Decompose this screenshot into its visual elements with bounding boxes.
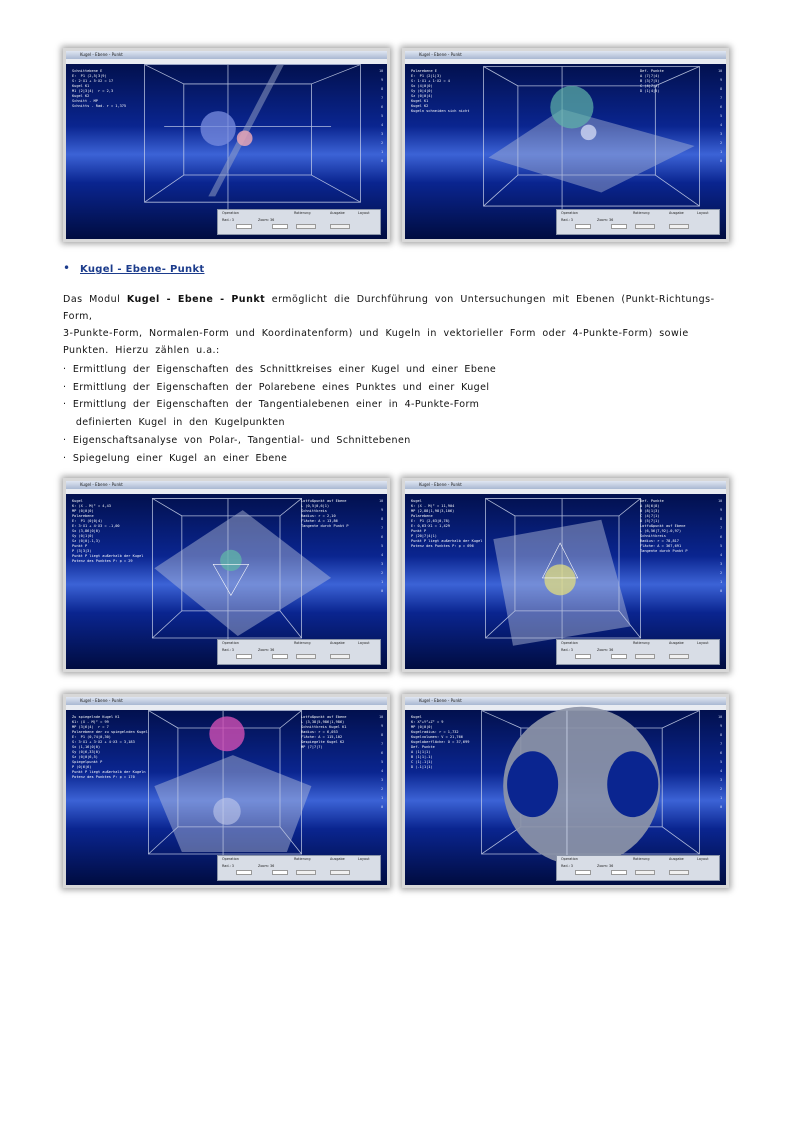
list-item: · Ermittlung der Eigenschaften der Polarebene eines Punktes und einer Kugel xyxy=(63,381,490,393)
ctrl-layout: Layout xyxy=(358,211,370,215)
ctrl-layout: Layout xyxy=(358,857,370,861)
ctrl-output: Ausgabe xyxy=(330,641,345,645)
radius-field[interactable] xyxy=(236,870,252,875)
app-window xyxy=(405,697,726,885)
axis-scale: 10 9 8 7 6 5 4 3 2 1 0 xyxy=(379,499,383,593)
ctrl-layout: Layout xyxy=(697,211,709,215)
ctrl-output: Ausgabe xyxy=(330,857,345,861)
control-panel[interactable] xyxy=(556,209,720,235)
ctrl-radius: Rad.: 3 xyxy=(561,864,573,868)
ctrl-operation: Operation xyxy=(561,641,578,645)
info-panel-right: Lotfußpunkt auf Ebene L (0,5|0,6|1) Schnittkreis Radius: r = 2,10 Fläche: A = 13,86 Tangente durch Punkt P xyxy=(301,499,349,528)
ctrl-zoom: Zoom: 36 xyxy=(597,218,614,222)
ctrl-layout: Layout xyxy=(697,857,709,861)
info-panel-right: Def. Punkte A (7|7|4) B (3|7|5) C (4|7|1) D (1|4|5) xyxy=(640,69,664,93)
zoom-field[interactable] xyxy=(272,870,288,875)
ctrl-zoom: Zoom: 36 xyxy=(597,864,614,868)
zoom-field[interactable] xyxy=(611,654,627,659)
intro-prefix: Das Modul xyxy=(63,294,127,305)
window-title: Kugel - Ebene - Punkt xyxy=(66,481,387,489)
app-window xyxy=(405,51,726,239)
sphere xyxy=(544,564,575,595)
screenshot-4 xyxy=(402,478,729,672)
intro-module-name: Kugel - Ebene - Punkt xyxy=(126,294,266,305)
sphere-2 xyxy=(581,125,597,141)
list-item: · Eigenschaftsanalyse von Polar-, Tangential- und Schnittebenen xyxy=(63,434,411,446)
window-title: Kugel - Ebene - Punkt xyxy=(405,697,726,705)
sphere-cutout-left xyxy=(507,751,558,817)
apply-button[interactable] xyxy=(296,224,316,229)
ctrl-rotation: Rotierung xyxy=(633,211,650,215)
output-button[interactable] xyxy=(330,224,350,229)
screenshot-2 xyxy=(402,48,729,242)
output-button[interactable] xyxy=(669,224,689,229)
apply-button[interactable] xyxy=(635,870,655,875)
app-window xyxy=(66,697,387,885)
sphere-2 xyxy=(213,798,240,825)
ctrl-operation: Operation xyxy=(561,211,578,215)
zoom-field[interactable] xyxy=(272,224,288,229)
screenshot-6 xyxy=(402,694,729,888)
ctrl-rotation: Rotierung xyxy=(294,641,311,645)
app-window xyxy=(405,481,726,669)
zoom-field[interactable] xyxy=(611,224,627,229)
radius-field[interactable] xyxy=(575,224,591,229)
section-heading[interactable]: Kugel - Ebene- Punkt xyxy=(80,264,205,275)
ctrl-output: Ausgabe xyxy=(669,641,684,645)
info-panel: Kugel K: (X - M)² = 11,904 MP (2,88|1,98|3,106) Polarebene E: P1 (2,63|0,78) E: 0,63·X1 = 1,429 Punkt P P (20|7|4|1) Punkt P liegt außerhalb der Kugel Potenz des Punktes P: p = 696 xyxy=(411,499,483,548)
window-title: Kugel - Ebene - Punkt xyxy=(66,51,387,59)
sphere-2 xyxy=(237,130,253,146)
ctrl-output: Ausgabe xyxy=(669,211,684,215)
ctrl-operation: Operation xyxy=(222,641,239,645)
window-title: Kugel - Ebene - Punkt xyxy=(405,51,726,59)
info-panel: Polarebene E E: P1 (2|1|3) S: 1·X1 + 1·X2 = 4 Sx (4|0|0) Sy (0|4|0) Sz (0|0|4) Kugel K1 Kugel K2 Kugeln schneiden sich nicht xyxy=(411,69,470,113)
axis-scale: 10 9 8 7 6 5 4 3 2 1 0 xyxy=(718,499,722,593)
sphere-cutout-right xyxy=(607,751,658,817)
sphere-1 xyxy=(200,111,235,146)
ctrl-radius: Rad.: 3 xyxy=(222,648,234,652)
control-panel[interactable] xyxy=(556,855,720,881)
control-panel[interactable] xyxy=(556,639,720,665)
apply-button[interactable] xyxy=(296,870,316,875)
ctrl-zoom: Zoom: 36 xyxy=(597,648,614,652)
control-panel[interactable] xyxy=(217,639,381,665)
ctrl-rotation: Rotierung xyxy=(294,857,311,861)
radius-field[interactable] xyxy=(236,654,252,659)
output-button[interactable] xyxy=(669,654,689,659)
intro-line-1: ermöglicht die Durchführung von Untersuchungen mit Ebenen (Punkt-Richtungs-Form, xyxy=(63,294,715,322)
bullet-marker: • xyxy=(63,261,71,275)
ctrl-radius: Rad.: 3 xyxy=(561,218,573,222)
ctrl-radius: Rad.: 3 xyxy=(222,218,234,222)
ctrl-radius: Rad.: 3 xyxy=(561,648,573,652)
window-title: Kugel - Ebene - Punkt xyxy=(405,481,726,489)
ctrl-zoom: Zoom: 36 xyxy=(258,648,275,652)
list-item: · Spiegelung einer Kugel an einer Ebene xyxy=(63,452,288,464)
axis-scale: 10 9 8 7 6 5 4 3 2 1 0 xyxy=(379,715,383,809)
sphere xyxy=(220,550,242,571)
sphere-1 xyxy=(550,86,593,129)
screenshot-1 xyxy=(63,48,390,242)
output-button[interactable] xyxy=(330,654,350,659)
ctrl-output: Ausgabe xyxy=(330,211,345,215)
apply-button[interactable] xyxy=(635,654,655,659)
ctrl-rotation: Rotierung xyxy=(633,857,650,861)
ctrl-rotation: Rotierung xyxy=(294,211,311,215)
feature-list xyxy=(63,361,723,467)
ctrl-zoom: Zoom: 36 xyxy=(258,218,275,222)
control-panel[interactable] xyxy=(217,209,381,235)
radius-field[interactable] xyxy=(575,870,591,875)
control-panel[interactable] xyxy=(217,855,381,881)
output-button[interactable] xyxy=(669,870,689,875)
intro-line-2: 3-Punkte-Form, Normalen-Form und Koordinatenform) und Kugeln in vektorieller Form oder 4-Punkte-Form) sowie xyxy=(63,328,689,339)
ctrl-operation: Operation xyxy=(222,857,239,861)
info-panel: Zu spiegelnde Kugel K1 K1: (X - M)² = 99 MP (3|6|4) r = 7 Polarebene der zu spiegelnden Kugel E: P1 (0,74|0,30) S: 3·X1 + 3·X2 + 4·X3 = 3,183 Sx (1,16|0|0) Sy (0|6,33|0) Sz (0|0|6,5) Spiegelpunkt P P (0|6|6) Punkt P liegt außerhalb der Kugeln Potenz des Punktes P: p = 170 xyxy=(72,715,148,779)
window-title: Kugel - Ebene - Punkt xyxy=(66,697,387,705)
list-item: · Ermittlung der Eigenschaften des Schnittkreises einer Kugel und einer Ebene xyxy=(63,364,497,375)
info-panel: Kugel K: (X - M)² = 4,43 MP (0|0|0) Polarebene E: P1 (0|0|4) E: 3·X1 + 4·X3 = -1,00 Sx (3,86|0|0) Sy (0|1|0) Sz (0|0|-1,3) Punkt P P (3|3|3) Punkt P liegt außerhalb der Kugel Potenz des Punktes P: p = 29 xyxy=(72,499,144,563)
ctrl-layout: Layout xyxy=(358,641,370,645)
apply-button[interactable] xyxy=(296,654,316,659)
list-item: definierten Kugel in den Kugelpunkten xyxy=(63,417,285,429)
app-window xyxy=(66,481,387,669)
zoom-field[interactable] xyxy=(611,870,627,875)
ctrl-rotation: Rotierung xyxy=(633,641,650,645)
ctrl-output: Ausgabe xyxy=(669,857,684,861)
screenshot-3 xyxy=(63,478,390,672)
ctrl-layout: Layout xyxy=(697,641,709,645)
intro-line-3: Punkten. Hierzu zählen u.a.: xyxy=(63,345,220,356)
ctrl-radius: Rad.: 3 xyxy=(222,864,234,868)
ctrl-operation: Operation xyxy=(561,857,578,861)
info-panel-right: Lotfußpunkt auf Ebene L (3,38|5,986|1,986) Schnittkreis Kugel K1 Radius: r = 6,053 Fläche: A = 115,102 Gespiegelte Kugel K2 MP (7|7|7) xyxy=(301,715,347,749)
intro-paragraph xyxy=(63,291,723,359)
ctrl-operation: Operation xyxy=(222,211,239,215)
sphere-1 xyxy=(209,716,244,751)
output-button[interactable] xyxy=(330,870,350,875)
axis-scale: 10 9 8 7 6 5 4 3 2 1 0 xyxy=(718,69,722,163)
ctrl-zoom: Zoom: 36 xyxy=(258,864,275,868)
zoom-field[interactable] xyxy=(272,654,288,659)
apply-button[interactable] xyxy=(635,224,655,229)
radius-field[interactable] xyxy=(236,224,252,229)
info-panel-right: Def. Punkte A (8|6|8) B (8|1|3) C (4|7|1) D (5|7|1) Lotfußpunkt auf Ebene L (6,56|7,92|-0,97) Schnittkreis Radius: r = 78,817 Fläche: A = 367,691 Tangente durch Punkt P xyxy=(640,499,688,553)
screenshot-5 xyxy=(63,694,390,888)
info-panel: Schnittebene E E: P1 (2,5|3|9) S: 2·X1 + 5·X2 = 17 Kugel K1 M1 (2|3|4) r = 2,3 Kugel K2 Schnitt - MP Schnitts - Rad. r = 1,375 xyxy=(72,69,127,108)
axis-scale: 10 9 8 7 6 5 4 3 2 1 0 xyxy=(718,715,722,809)
axis-scale: 10 9 8 7 6 5 4 3 2 1 0 xyxy=(379,69,383,163)
app-window xyxy=(66,51,387,239)
list-item: · Ermittlung der Eigenschaften der Tangentialebenen einer in 4-Punkte-Form xyxy=(63,399,480,411)
radius-field[interactable] xyxy=(575,654,591,659)
info-panel: Kugel K: X²+Y²+Z² = 9 MP (0|0|0) Kugelradius: r = 1,732 Kugelvolumen: V = 21,766 Kugeloberfläche: O = 37,699 Def. Punkte A (1|1|1) B (1|1|-1) C (1|-1|1) D (-1|1|1) xyxy=(411,715,470,769)
